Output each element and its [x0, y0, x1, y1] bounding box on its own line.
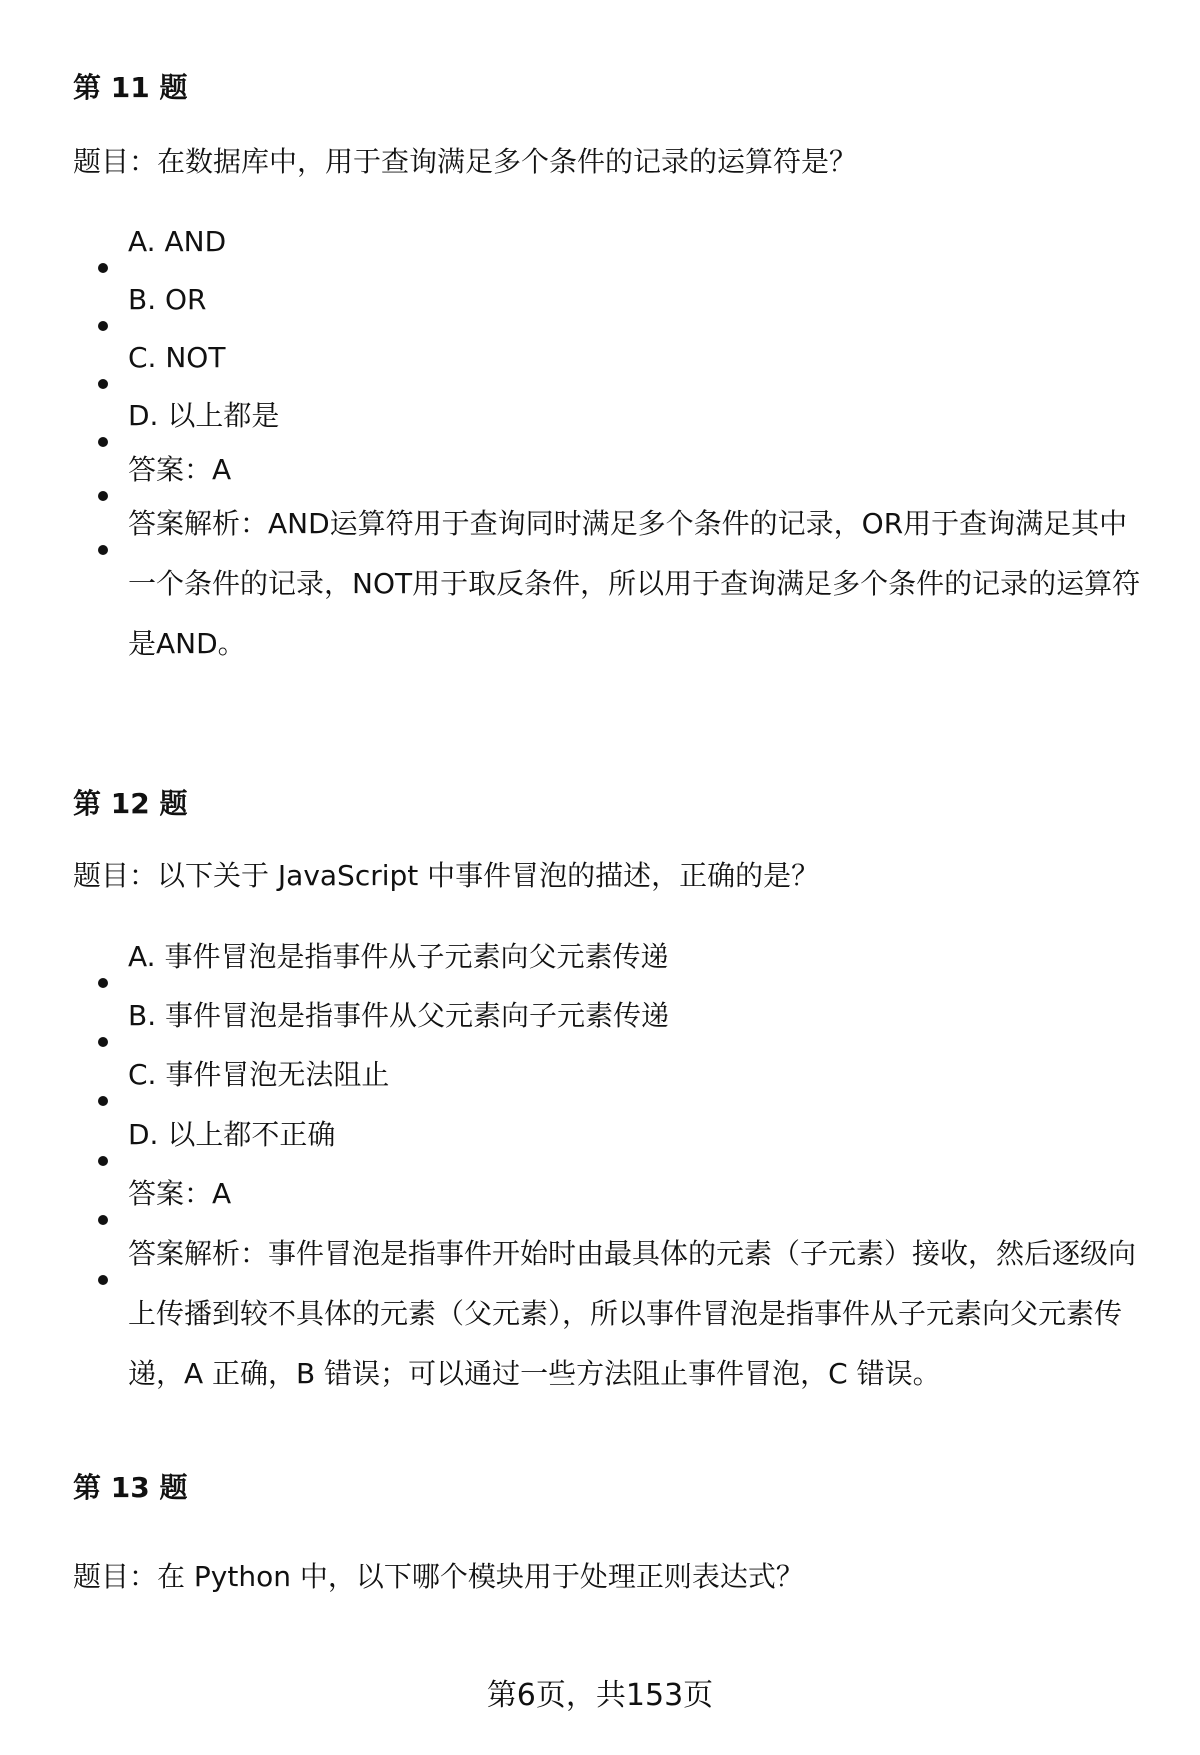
question-12-stem: 题目：以下关于 JavaScript 中事件冒泡的描述，正确的是？ [73, 859, 820, 892]
bullet [98, 321, 108, 331]
bullet [98, 263, 108, 273]
q11-option-b: B. OR [128, 283, 207, 316]
page-number-footer: 第6页，共153页 [486, 1678, 714, 1713]
bullet [98, 545, 108, 555]
bullet [98, 1096, 108, 1106]
bullet [98, 1215, 108, 1225]
q11-option-d: D. 以上都是 [128, 399, 280, 432]
bullet [98, 1275, 108, 1285]
bullet [98, 491, 108, 501]
q12-option-a: A. 事件冒泡是指事件从子元素向父元素传递 [128, 940, 669, 973]
bullet [98, 978, 108, 988]
question-11-stem: 题目：在数据库中，用于查询满足多个条件的记录的运算符是？ [73, 145, 858, 178]
q11-answer: 答案：A [128, 453, 232, 486]
question-12-heading: 第 12 题 [73, 787, 188, 820]
bullet [98, 437, 108, 447]
q11-explanation: 答案解析：AND运算符用于查询同时满足多个条件的记录，OR用于查询满足其中一个条件的记录，NOT用于取反条件，所以用于查询满足多个条件的记录的运算符是AND。 [128, 507, 1141, 660]
q12-option-d: D. 以上都不正确 [128, 1118, 336, 1151]
question-13-stem: 题目：在 Python 中，以下哪个模块用于处理正则表达式？ [73, 1560, 804, 1593]
bullet [98, 1037, 108, 1047]
q12-option-b: B. 事件冒泡是指事件从父元素向子元素传递 [128, 999, 670, 1032]
bullet [98, 1156, 108, 1166]
q12-option-c: C. 事件冒泡无法阻止 [128, 1058, 390, 1091]
bullet [98, 379, 108, 389]
q12-explanation: 答案解析：事件冒泡是指事件开始时由最具体的元素（子元素）接收，然后逐级向上传播到较不具体的元素（父元素），所以事件冒泡是指事件从子元素向父元素传递，A 正确，B 错误；可以通过一些方法阻止事件冒泡，C 错误。 [128, 1237, 1137, 1390]
q11-option-c: C. NOT [128, 341, 226, 374]
q12-answer: 答案：A [128, 1177, 232, 1210]
q11-option-a: A. AND [128, 225, 227, 258]
question-11-heading: 第 11 题 [73, 71, 188, 104]
question-13-heading: 第 13 题 [73, 1471, 188, 1504]
